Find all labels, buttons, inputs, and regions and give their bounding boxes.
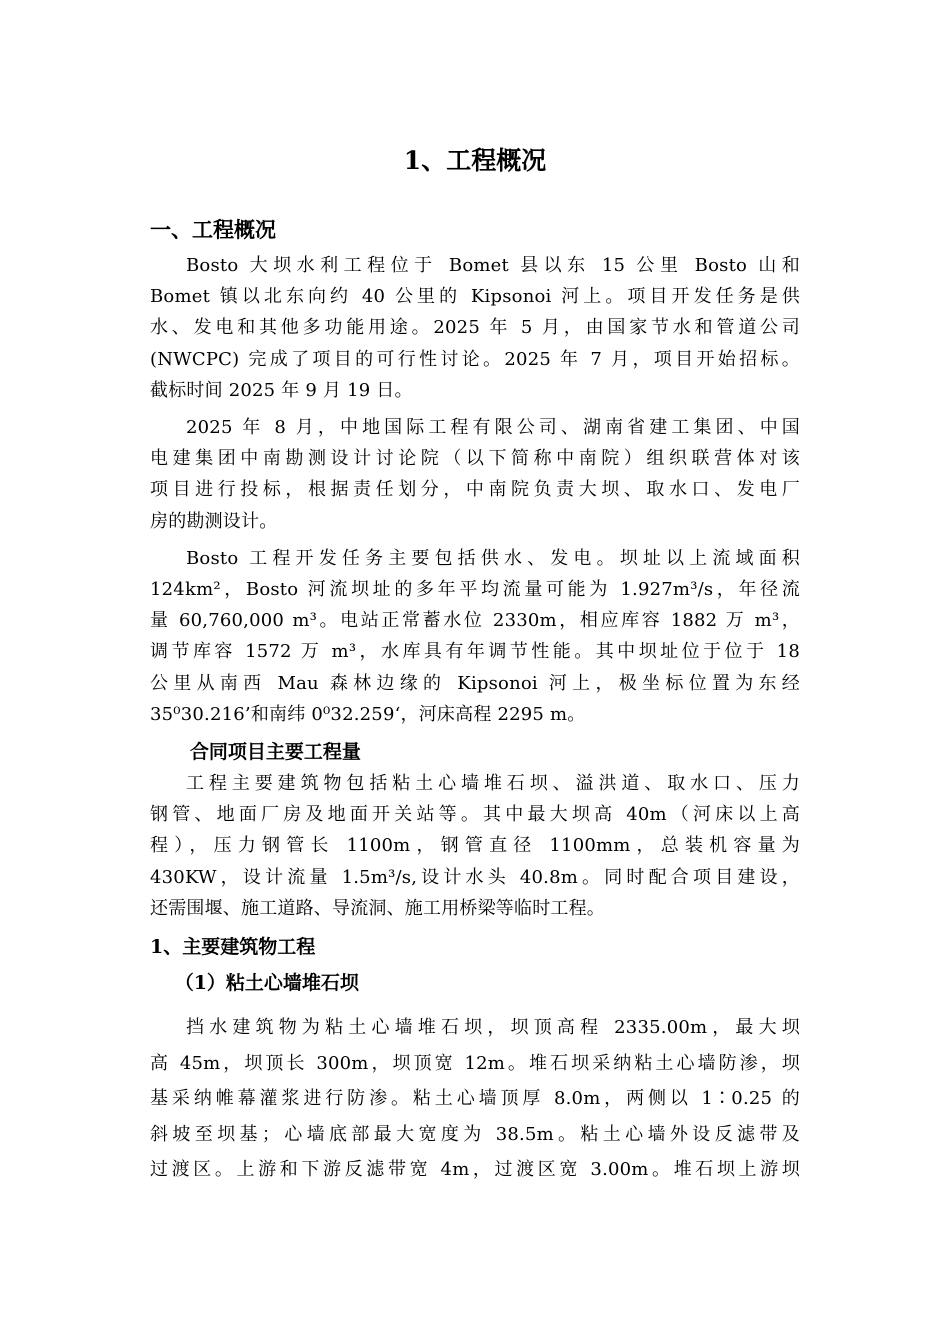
text-line: 项目进行投标，根据责任划分，中南院负责大坝、取水口、发电厂: [150, 479, 800, 501]
text-line: 程），压力钢管长 1100m，钢管直径 1100mm，总装机容量为: [150, 835, 800, 857]
text-line: 430KW，设计流量 1.5m³/s,设计水头 40.8m。同时配合项目建设，: [150, 866, 800, 888]
text-line: 公里从南西 Mau 森林边缘的 Kipsonoi 河上，极坐标位置为东经: [150, 672, 800, 694]
text-line: Bomet 镇以北东向约 40 公里的 Kipsonoi 河上。项目开发任务是供: [150, 286, 800, 308]
paragraph-main-structures: [150, 768, 800, 924]
document-body: [150, 212, 800, 1194]
subheading-contract-quantities: 合同项目主要工程量: [189, 741, 361, 764]
text-line: 截标时间 2025 年 9 月 19 日。: [150, 379, 413, 401]
text-line: 钢管、地面厂房及地面开关站等。其中最大坝高 40m（河床以上高: [150, 804, 800, 826]
text-line: 挡水建筑物为粘土心墙堆石坝，坝顶高程 2335.00m，最大坝: [186, 1017, 800, 1039]
text-line: 量 60,760,000 m³。电站正常蓄水位 2330m，相应库容 1882 万 m³，: [150, 610, 800, 632]
text-line: 水、发电和其他多功能用途。2025 年 5 月，由国家节水和管道公司: [150, 317, 800, 339]
text-line: 过渡区。上游和下游反滤带宽 4m，过渡区宽 3.00m。堆石坝上游坝: [150, 1159, 800, 1181]
paragraph-project-location: [150, 250, 800, 406]
text-line: 调节库容 1572 万 m³，水库具有年调节性能。其中坝址位于位于 18: [150, 641, 800, 663]
text-line: 2025 年 8 月，中地国际工程有限公司、湖南省建工集团、中国: [186, 417, 800, 439]
text-line: 斜坡至坝基；心墙底部最大宽度为 38.5m。粘土心墙外设反滤带及: [150, 1123, 800, 1145]
text-line: 电建集团中南勘测设计讨论院（以下简称中南院）组织联营体对该: [150, 448, 800, 470]
text-line: 工程主要建筑物包括粘土心墙堆石坝、溢洪道、取水口、压力: [186, 773, 800, 795]
text-line: 35⁰30.216’和南纬 0⁰32.259‘，河床高程 2295 m。: [150, 703, 586, 725]
text-line: 还需围堰、施工道路、导流洞、施工用桥梁等临时工程。: [150, 897, 605, 919]
text-line: Bosto 大坝水利工程位于 Bomet 县以东 15 公里 Bosto 山和: [186, 255, 800, 276]
text-line: 124km²，Bosto 河流坝址的多年平均流量可能为 1.927m³/s，年径流: [150, 579, 800, 601]
text-line: 房的勘测设计。: [150, 510, 278, 532]
section-heading: 一、工程概况: [150, 217, 276, 242]
paragraph-bidding: [150, 412, 800, 537]
heading-main-buildings: 1、主要建筑物工程: [150, 936, 316, 959]
text-line: 基采纳帷幕灌浆进行防渗。粘土心墙顶厚 8.0m，两侧以 1∶0.25 的: [150, 1088, 800, 1110]
heading-rockfill-dam: （1）粘土心墙堆石坝: [174, 972, 359, 995]
paragraph-hydrology: [150, 543, 800, 730]
paragraph-dam-description: [150, 1010, 800, 1188]
text-line: 高 45m，坝顶长 300m，坝顶宽 12m。堆石坝采纳粘土心墙防渗，坝: [150, 1052, 800, 1074]
document-title: 1、工程概况: [403, 146, 547, 175]
text-line: (NWCPC) 完成了项目的可行性讨论。2025 年 7 月，项目开始招标。: [150, 348, 800, 370]
text-line: Bosto 工程开发任务主要包括供水、发电。坝址以上流域面积: [186, 547, 800, 569]
